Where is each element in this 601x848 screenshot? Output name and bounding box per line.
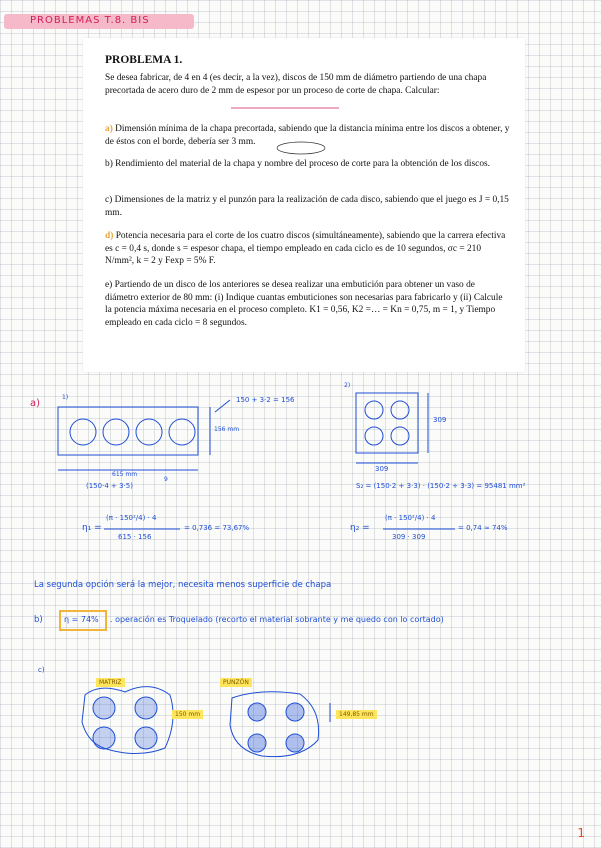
- width-exp: 9: [164, 476, 168, 483]
- page-number: 1: [577, 826, 585, 840]
- disc-2: [103, 419, 129, 445]
- item-letter: b): [105, 159, 113, 169]
- problem-title: PROBLEMA 1.: [105, 54, 183, 66]
- opt2-bottom: 309: [375, 465, 389, 473]
- punzon-dimension: 149,85 mm: [336, 710, 377, 719]
- c-label: c): [38, 666, 45, 674]
- disc-3: [136, 419, 162, 445]
- item-text: Rendimiento del material de la chapa y nombre del proceso de corte para la obtención de los discos.: [115, 159, 491, 169]
- eta2-result: = 0,74 ≈ 74%: [458, 524, 508, 532]
- matriz-label: MATRIZ: [96, 678, 125, 687]
- item-text: Partiendo de un disco de los anteriores se desea realizar una embutición para obtener un vaso de diámetro exterior de 80 mm: (i) Indique cuantas embuticiones son necesarias para fabricarlo y (ii) Calcule la potencia máxima necesaria en el proceso completo. K1 = 0,56, K2 =… = Kn = 0,75, m = 1, y Tiempo empleado en cada ciclo = 8 segundos.: [105, 280, 503, 328]
- matriz-dimension: 150 mm: [172, 710, 203, 719]
- option-2-number: 2): [344, 382, 351, 389]
- height-dim: 156 mm: [214, 426, 240, 433]
- width-formula: (150·4 + 3·5): [86, 482, 133, 490]
- eta1-result: = 0,736 = 73,67%: [184, 524, 250, 532]
- item-letter: c): [105, 195, 113, 205]
- eta1-denominator: 615 · 156: [118, 533, 152, 541]
- eta1-lhs: η₁ =: [82, 523, 102, 533]
- sheet-option-2: [356, 393, 418, 453]
- b-label: b): [34, 615, 43, 625]
- item-letter: e): [105, 280, 113, 290]
- item-letter: a): [105, 124, 113, 134]
- opt2-side: 309: [433, 416, 447, 424]
- height-formula: 150 + 3·2 = 156: [236, 396, 295, 404]
- item-text: Dimensiones de la matriz y el punzón para la realización de cada disco, sabiendo que el juego es J = 0,15 mm.: [105, 195, 509, 218]
- eta2-lhs: η₂ =: [350, 523, 370, 533]
- width-dim: 615 mm: [112, 471, 138, 478]
- disc-4: [169, 419, 195, 445]
- sheet-option-1: [58, 407, 198, 455]
- conclusion-text: La segunda opción será la mejor, necesita menos superficie de chapa: [34, 580, 332, 590]
- option-1-number: 1): [62, 394, 69, 401]
- punzon-label: PUNZÓN: [220, 678, 252, 687]
- problem-intro: Se desea fabricar, de 4 en 4 (es decir, a la vez), discos de 150 mm de diámetro partiendo de una chapa precortada de acero duro de 2 mm de espesor por un proceso de corte de chapa. Calcular:: [105, 73, 487, 96]
- item-text: Potencia necesaria para el corte de los cuatro discos (simultáneamente), sabiendo que la carrera efectiva es c = 0,4 s, donde s = espesor chapa, el tiempo empleado en cada ciclo es de 10 segundos, σc = 210 N/mm², k = 2 y Fexp = 5% F.: [105, 231, 506, 267]
- disc-1: [70, 419, 96, 445]
- item-letter: d): [105, 231, 114, 241]
- b-value: η = 74%: [64, 615, 99, 624]
- punzon-outline: [230, 692, 319, 757]
- eta2-numerator: (π · 150²/4) · 4: [385, 514, 436, 522]
- eta1-numerator: (π · 150²/4) · 4: [106, 514, 157, 522]
- page-header-title: PROBLEMAS T.8. BIS: [30, 15, 150, 26]
- item-text: Dimensión mínima de la chapa precortada, sabiendo que la distancia mínima entre los discos a obtener, y de éstos con el borde, debería ser 3 mm.: [105, 124, 510, 147]
- b-text: . operación es Troquelado (recorto el material sobrante y me quedo con lo cortado): [110, 615, 444, 624]
- a-label: a): [30, 398, 41, 409]
- s2-formula: S₂ = (150·2 + 3·3) · (150·2 + 3·3) = 95481 mm²: [356, 482, 526, 490]
- eta2-denominator: 309 · 309: [392, 533, 426, 541]
